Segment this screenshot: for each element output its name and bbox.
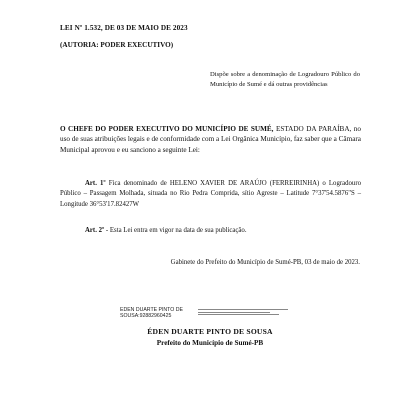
article-2	[60, 226, 361, 236]
preamble-text: ESTADO DA PARAÍBA, no uso de suas atribuições legais e de conformidade com a Lei Orgânica Município, faz saber que a Câmara Municipal aprovou e eu sanciono a seguinte Lei:	[60, 125, 361, 154]
digital-signature-name-line2: SOUSA:92882960425	[120, 313, 172, 320]
digital-signature-name-line1: EDEN DUARTE PINTO DE	[120, 307, 183, 313]
signature-detail-line	[198, 314, 279, 315]
preamble	[60, 124, 361, 155]
ementa: Dispõe sobre a denominação de Logradouro Público do Município de Sumé e dá outras providências	[210, 71, 360, 88]
article-1-label: Art. 1º	[85, 180, 106, 187]
preamble-lead: O CHEFE DO PODER EXECUTIVO DO MUNICÍPIO DE SUMÉ,	[60, 125, 274, 133]
signer-role: Prefeito do Município de Sumé-PB	[156, 339, 264, 347]
article-1-text: Fica denominado de HELENO XAVIER DE ARAÚJO (FERREIRINHA) o Logradouro Público – Passagem Molhada, situada no Rio Pedra Comprida, sítio Agreste – Latitude 7°37'54.5876"S – Longitude 36°53'17.82427W	[60, 180, 361, 208]
signature-detail-line	[198, 309, 288, 310]
gabinete-date-line: Gabinete do Prefeito do Município de Sumé-PB, 03 de maio de 2023.	[170, 259, 360, 266]
article-2-label: Art. 2º	[85, 227, 105, 234]
digital-signature-stamp	[120, 307, 290, 327]
digital-signature-details	[198, 308, 288, 317]
article-1	[60, 179, 361, 210]
law-title: LEI Nº 1.532, DE 03 DE MAIO DE 2023	[60, 24, 188, 32]
signer-name: ÉDEN DUARTE PINTO DE SOUSA	[147, 327, 273, 336]
signature-detail-line	[198, 312, 270, 313]
authorship-line: (AUTORIA: PODER EXECUTIVO)	[60, 41, 174, 49]
article-2-text: - Esta Lei entra em vigor na data de sua publicação.	[104, 227, 247, 234]
digital-signature-name	[120, 307, 194, 320]
